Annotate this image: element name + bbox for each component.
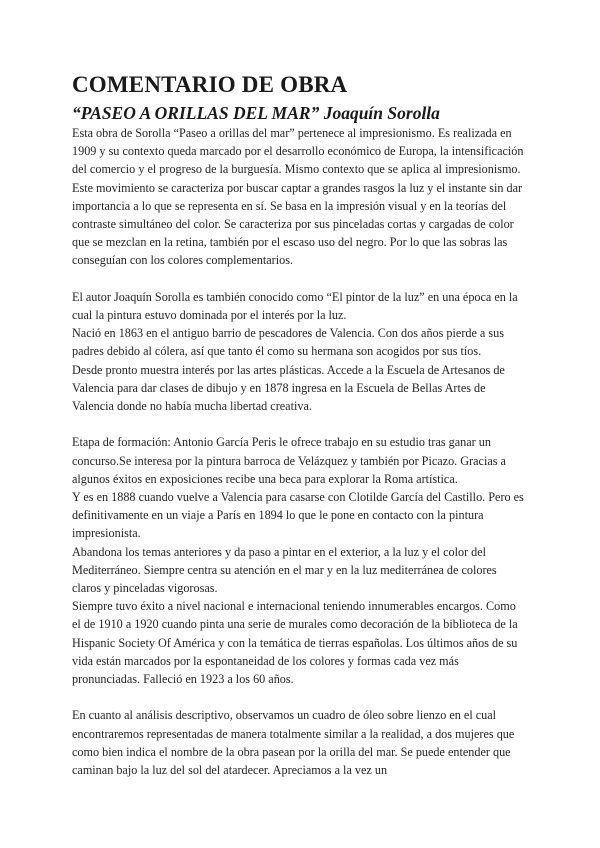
paragraph-intro: Esta obra de Sorolla “Paseo a orillas del mar” pertenece al impresionismo. Es realizada en 1909 y su contexto queda marcado por el desarrollo económico de Europa, la intensificación del comercio y el progreso de la burguesía. Mismo contexto que se aplica al impresionismo. Este movimiento se caracteriza por buscar captar a grandes rasgos la luz y el instante sin dar importancia a lo que se representa en sí. Se basa en la impresión visual y en la teorías del contraste simultáneo del color. Se caracteriza por sus pinceladas cortas y cargadas de color que se mezclan en la retina, también por el escaso uso del negro. Por lo que las sobras las conseguían con los colores complementarios. — [72, 126, 524, 268]
paragraph-spacer — [72, 270, 524, 288]
document-title: COMENTARIO DE OBRA — [72, 72, 348, 97]
paragraph-education: Desde pronto muestra interés por las artes plásticas. Accede a la Escuela de Artesanos de Valencia para dar clases de dibujo y en 1878 ingresa en la Escuela de Bellas Artes de Valencia donde no había mucha libertad creativa. — [72, 362, 505, 414]
paragraph-success: Siempre tuvo éxito a nivel nacional e internacional teniendo innumerables encargos. Como el de 1910 a 1920 cuando pinta una serie de murales como decoración de la biblioteca de la Hispanic Society Of América y con la temática de tierras españolas. Los últimos años de su vida están marcados por la espontaneidad de los colores y formas cada vez más pronunciadas. Falleció en 1923 a los 60 años. — [72, 599, 518, 687]
paragraph-birth: Nació en 1863 en el antiguo barrio de pescadores de Valencia. Con dos años pierde a sus padres debido al cólera, así que tanto él como su hermana son acogidos por sus tíos. — [72, 326, 504, 359]
paragraph-mediterranean: Abandona los temas anteriores y da paso a pintar en el exterior, a la luz y el color del Mediterráneo. Siempre centra su atención en el mar y en la luz mediterránea de colores claros y pinceladas vigorosas. — [72, 544, 497, 596]
paragraph-spacer — [72, 688, 524, 706]
paragraph-return: Y es en 1888 cuando vuelve a Valencia para casarse con Clotilde García del Castillo. Pero es definitivamente en un viaje a París en 1894 lo que le pone en contacto con la pintura impresionista. — [72, 490, 524, 541]
document-body — [72, 124, 524, 779]
paragraph-author: El autor Joaquín Sorolla es también conocido como “El pintor de la luz” en una época en la cual la pintura estuvo dominada por el interés por la luz. — [72, 289, 518, 323]
paragraph-spacer — [72, 415, 524, 433]
paragraph-analysis: En cuanto al análisis descriptivo, observamos un cuadro de óleo sobre lienzo en el cual encontraremos representadas de manera totalmente similar a la realidad, a dos mujeres que como bien indica el nombre de la obra pasean por la orilla del mar. Se puede entender que caminan bajo la luz del sol del atardecer. Apreciamos a la vez un — [72, 708, 515, 778]
paragraph-training: Etapa de formación: Antonio García Peris le ofrece trabajo en su estudio tras ganar un concurso.Se interesa por la pintura barroca de Velázquez y también por Picazo. Gracias a algunos éxitos en exposiciones recibe una beca para explorar la Roma artística. — [72, 435, 506, 486]
document-subtitle: “PASEO A ORILLAS DEL MAR” Joaquín Sorolla — [72, 103, 440, 123]
